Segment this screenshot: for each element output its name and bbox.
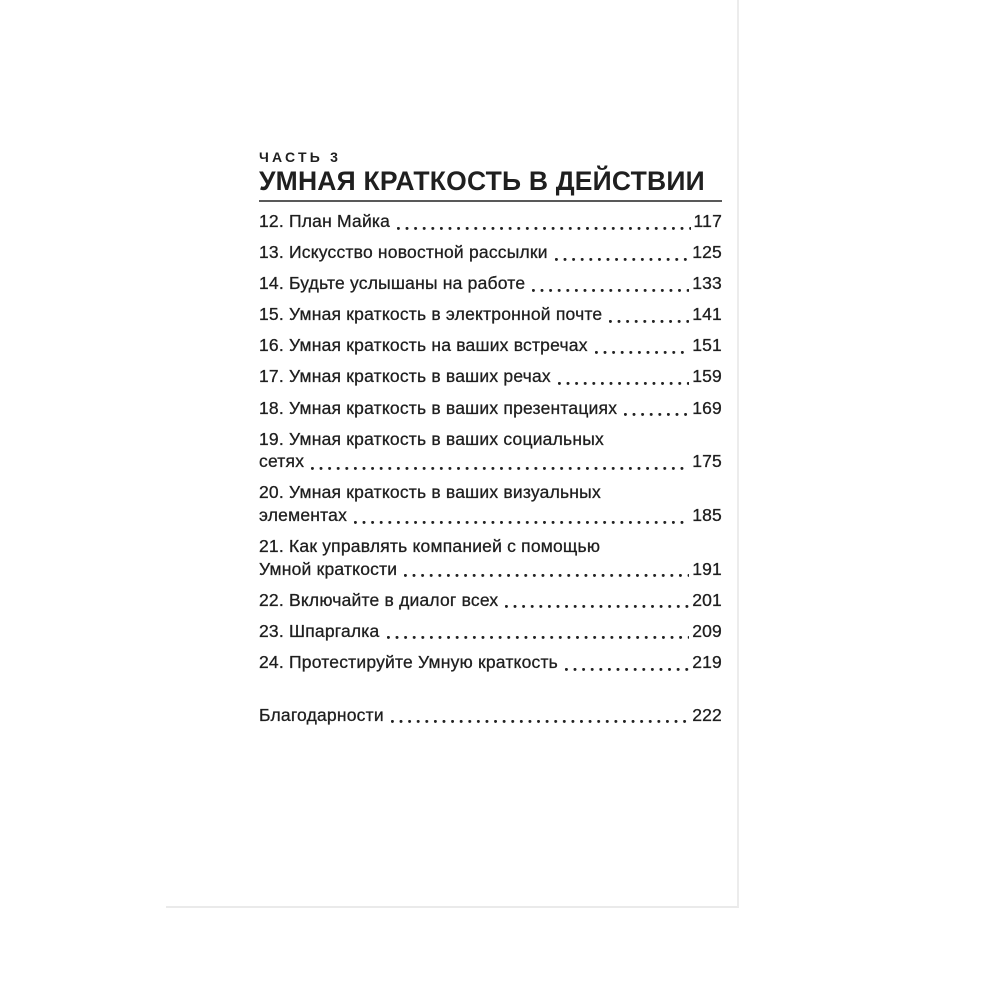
acknowledgments-row xyxy=(259,704,722,727)
toc-entry-page-number: 141 xyxy=(692,304,722,325)
toc-entry-text: 18. Умная краткость в ваших презентациях xyxy=(259,397,618,418)
toc-entry-text: 24. Протестируйте Умную краткость xyxy=(259,651,558,672)
toc-entry-page-number: 191 xyxy=(692,558,722,579)
toc-entry-line1: 20. Умная краткость в ваших визуальных xyxy=(259,482,601,503)
toc-entry-text: элементах xyxy=(259,504,348,525)
acknowledgments-page-number: 222 xyxy=(692,704,722,725)
toc-entry-page-number: 219 xyxy=(692,651,722,672)
dot-leader xyxy=(505,605,689,608)
toc-entry-page-number: 209 xyxy=(692,620,722,641)
part-title: УМНАЯ КРАТКОСТЬ В ДЕЙСТВИИ xyxy=(259,166,705,196)
dot-leader xyxy=(624,413,689,416)
toc-entry-text: 15. Умная краткость в электронной почте xyxy=(259,304,603,325)
toc-entry xyxy=(259,241,722,264)
toc-entry-line1: 19. Умная краткость в ваших социальных xyxy=(259,428,604,449)
toc-entry-text: 22. Включайте в диалог всех xyxy=(259,589,499,610)
toc-entry xyxy=(259,334,722,357)
acknowledgments-block xyxy=(259,704,722,727)
dot-leader xyxy=(595,351,690,354)
toc-entry xyxy=(259,365,722,388)
toc-entry-text: 14. Будьте услышаны на работе xyxy=(259,273,526,294)
toc-entry-row xyxy=(259,303,722,326)
dot-leader xyxy=(354,521,689,524)
toc-entry-page-number: 185 xyxy=(692,504,722,525)
toc-entry-line1: 21. Как управлять компанией с помощью xyxy=(259,536,601,557)
toc-entry-row xyxy=(259,589,722,612)
dot-leader xyxy=(609,320,689,323)
toc-entry-text: 16. Умная краткость на ваших встречах xyxy=(259,335,588,356)
toc-content xyxy=(259,150,722,726)
title-rule xyxy=(259,200,722,202)
toc-entry-text: сетях xyxy=(259,451,305,472)
dot-leader xyxy=(311,467,689,470)
toc-entry-page-number: 201 xyxy=(692,589,722,610)
toc-entry-row xyxy=(259,272,722,295)
toc-entry xyxy=(259,303,722,326)
dot-leader xyxy=(558,382,689,385)
toc-entry-page-number: 175 xyxy=(692,451,722,472)
toc-entry xyxy=(259,272,722,295)
toc-entry xyxy=(259,397,722,420)
toc-list xyxy=(259,210,722,674)
toc-entry-row xyxy=(259,558,722,581)
toc-entry-page-number: 169 xyxy=(692,397,722,418)
toc-entry-text: 13. Искусство новостной рассылки xyxy=(259,242,548,263)
toc-entry-text: Умной краткости xyxy=(259,558,398,579)
dot-leader xyxy=(555,258,689,261)
dot-leader xyxy=(404,574,689,577)
toc-entry-row xyxy=(259,210,722,233)
toc-entry-row xyxy=(259,334,722,357)
acknowledgments-label: Благодарности xyxy=(259,704,384,725)
toc-entry-row xyxy=(259,241,722,264)
toc-entry-page-number: 133 xyxy=(692,273,722,294)
toc-entry-text: 23. Шпаргалка xyxy=(259,620,380,641)
toc-entry-page-number: 159 xyxy=(692,366,722,387)
toc-entry xyxy=(259,651,722,674)
toc-entry xyxy=(259,210,722,233)
toc-entry xyxy=(259,620,722,643)
dot-leader xyxy=(391,720,689,723)
dot-leader xyxy=(565,668,689,671)
toc-entry-text: 12. План Майка xyxy=(259,211,391,231)
toc-entry xyxy=(259,589,722,612)
dot-leader xyxy=(532,289,689,292)
part-label: ЧАСТЬ 3 xyxy=(259,149,342,165)
toc-entry-row xyxy=(259,620,722,643)
toc-entry-page-number: 117 xyxy=(693,211,722,231)
toc-entry xyxy=(259,428,722,473)
toc-entry-row xyxy=(259,397,722,420)
toc-entry-page-number: 125 xyxy=(692,242,722,263)
dot-leader xyxy=(397,227,690,230)
toc-entry-page-number: 151 xyxy=(692,335,722,356)
toc-entry xyxy=(259,535,722,580)
toc-entry xyxy=(259,481,722,526)
toc-entry-row xyxy=(259,450,722,473)
toc-entry-row xyxy=(259,651,722,674)
dot-leader xyxy=(387,636,690,639)
toc-entry-text: 17. Умная краткость в ваших речах xyxy=(259,366,551,387)
toc-entry-row xyxy=(259,365,722,388)
toc-entry-row xyxy=(259,504,722,527)
